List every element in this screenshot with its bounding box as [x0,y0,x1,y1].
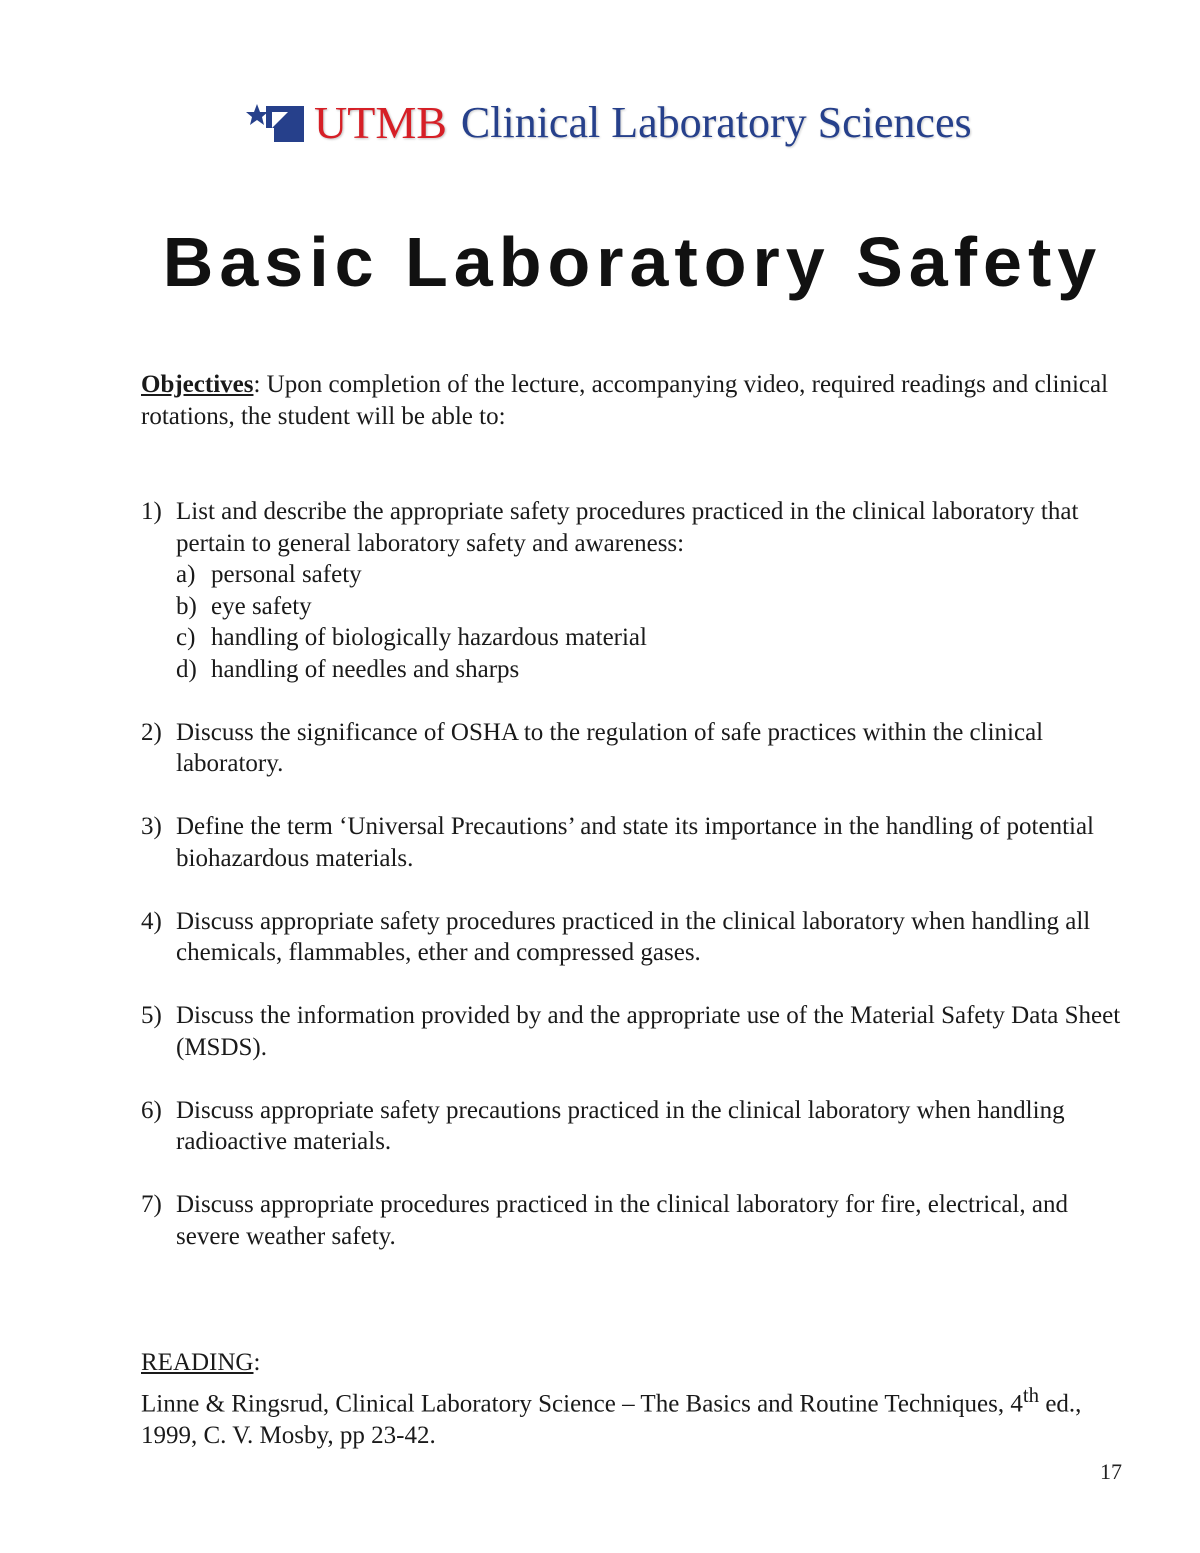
list-item [141,811,1131,874]
sub-item-letter: a) [176,561,196,588]
list-item [141,496,1131,685]
reading-heading [141,1347,1141,1379]
sub-list [176,559,1131,685]
sub-item-text: handling of biologically hazardous material [211,624,647,651]
sub-item-letter: c) [176,624,196,651]
item-number: 7) [141,1191,162,1218]
item-number: 4) [141,907,162,935]
item-text: Discuss appropriate safety precautions practiced in the clinical laboratory when handling radioactive materials. [176,1096,1065,1155]
reading-label: READING [141,1349,254,1376]
reading-citation [141,1379,1141,1452]
item-number: 5) [141,1002,162,1029]
reading-colon: : [253,1349,261,1376]
sub-item-text: handling of needles and sharps [211,655,520,683]
citation-text: Linne & Ringsrud, Clinical Laboratory Science – The Basics and Routine Techniques, 4 [141,1390,1023,1418]
sub-item-letter: d) [176,655,197,683]
item-text: Discuss appropriate safety procedures practiced in the clinical laboratory when handling all chemicals, flammables, ether and compressed gases. [176,907,1091,966]
item-text: Discuss the significance of OSHA to the regulation of safe practices within the clinical laboratory. [176,718,1044,777]
item-text: List and describe the appropriate safety procedures practiced in the clinical laboratory that pertain to general laboratory safety and awareness: [176,498,1079,557]
list-item [141,1000,1131,1063]
item-number: 3) [141,813,162,840]
item-number: 2) [141,718,162,746]
sub-item-text: personal safety [211,561,362,588]
page-title: Basic Laboratory Safety [162,223,1103,301]
list-item [141,1095,1131,1158]
list-item [141,906,1131,969]
item-number: 6) [141,1096,162,1124]
sub-item-text: eye safety [211,592,312,620]
brand-name: UTMB [314,96,447,148]
objectives-label: Objectives [141,371,254,398]
citation-superscript: th [1022,1383,1040,1407]
page-number: 17 [1100,1459,1122,1484]
objectives-list [141,496,1131,1284]
item-text: Discuss appropriate procedures practiced in the clinical laboratory for fire, electrical, and severe weather safety. [176,1191,1068,1250]
objectives-paragraph [141,369,1131,433]
reading-section [141,1347,1141,1452]
sub-list-item [176,622,1131,654]
list-item [141,1189,1131,1252]
sub-list-item [176,559,1131,591]
citation-text-continued: ed., 1999, C. V. Mosby, pp 23-42. [141,1390,1082,1450]
item-number: 1) [141,498,162,525]
objectives-text: : Upon completion of the lecture, accompanying video, required readings and clinical rotations, the student will be able to: [141,371,1109,430]
utmb-star-logo-icon [244,98,308,146]
item-text: Define the term ‘Universal Precautions’ and state its importance in the handling of potential biohazardous materials. [176,813,1095,872]
list-item [141,717,1131,780]
sub-list-item [176,591,1131,623]
sub-item-letter: b) [176,592,197,620]
item-text: Discuss the information provided by and the appropriate use of the Material Safety Data Sheet (MSDS). [176,1002,1121,1061]
department-name: Clinical Laboratory Sciences [460,97,972,147]
header-logo [244,92,972,152]
sub-list-item [176,654,1131,686]
